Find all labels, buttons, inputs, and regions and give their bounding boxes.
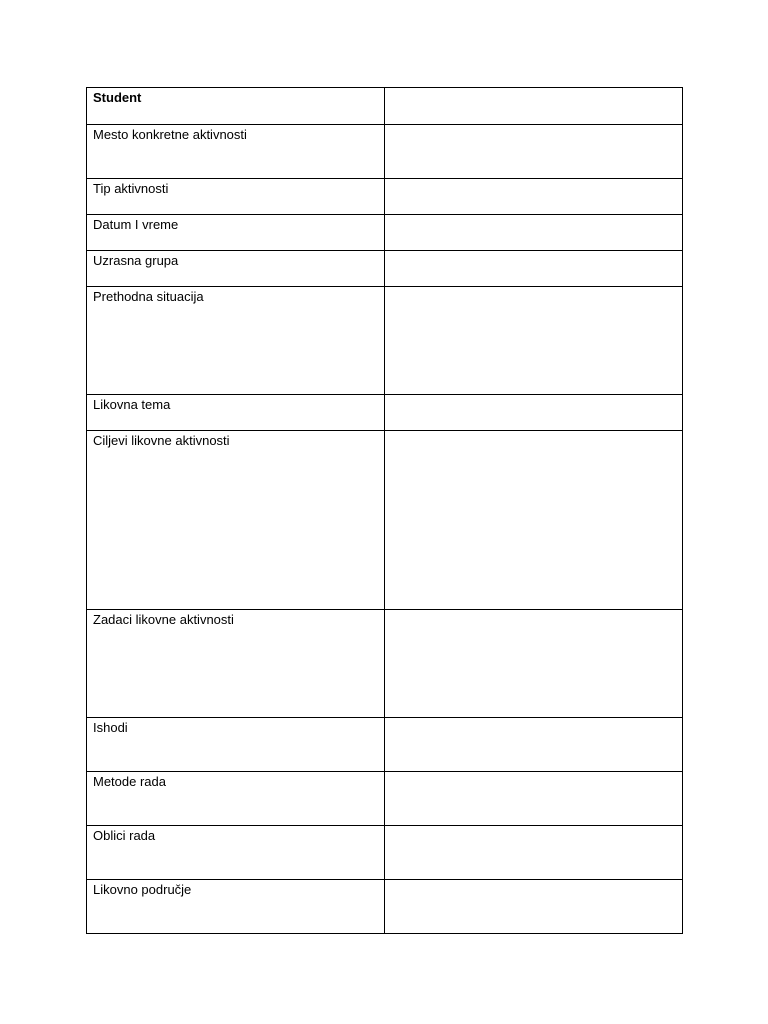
value-ciljevi-likovne-aktivnosti[interactable] bbox=[385, 431, 683, 610]
table-row-ciljevi bbox=[87, 431, 683, 610]
value-likovno-podrucje[interactable] bbox=[385, 880, 683, 934]
label-ishodi: Ishodi bbox=[87, 718, 385, 772]
table-row-podrucje bbox=[87, 880, 683, 934]
table-row-metode bbox=[87, 772, 683, 826]
activity-form-table bbox=[86, 87, 683, 934]
table-row-uzrasna bbox=[87, 251, 683, 287]
label-ciljevi-likovne-aktivnosti: Ciljevi likovne aktivnosti bbox=[87, 431, 385, 610]
value-zadaci-likovne-aktivnosti[interactable] bbox=[385, 610, 683, 718]
value-mesto-konkretne-aktivnosti[interactable] bbox=[385, 125, 683, 179]
value-student[interactable] bbox=[385, 88, 683, 125]
table-row-tip bbox=[87, 179, 683, 215]
value-datum-i-vreme[interactable] bbox=[385, 215, 683, 251]
label-prethodna-situacija: Prethodna situacija bbox=[87, 287, 385, 395]
table-row-oblici bbox=[87, 826, 683, 880]
value-prethodna-situacija[interactable] bbox=[385, 287, 683, 395]
value-metode-rada[interactable] bbox=[385, 772, 683, 826]
label-oblici-rada: Oblici rada bbox=[87, 826, 385, 880]
value-oblici-rada[interactable] bbox=[385, 826, 683, 880]
table-row-datum bbox=[87, 215, 683, 251]
value-likovna-tema[interactable] bbox=[385, 395, 683, 431]
table-row-mesto bbox=[87, 125, 683, 179]
table-row-student bbox=[87, 88, 683, 125]
label-tip-aktivnosti: Tip aktivnosti bbox=[87, 179, 385, 215]
value-uzrasna-grupa[interactable] bbox=[385, 251, 683, 287]
label-zadaci-likovne-aktivnosti: Zadaci likovne aktivnosti bbox=[87, 610, 385, 718]
label-likovna-tema: Likovna tema bbox=[87, 395, 385, 431]
label-mesto-konkretne-aktivnosti: Mesto konkretne aktivnosti bbox=[87, 125, 385, 179]
label-datum-i-vreme: Datum I vreme bbox=[87, 215, 385, 251]
label-likovno-podrucje: Likovno područje bbox=[87, 880, 385, 934]
value-tip-aktivnosti[interactable] bbox=[385, 179, 683, 215]
value-ishodi[interactable] bbox=[385, 718, 683, 772]
table-row-zadaci bbox=[87, 610, 683, 718]
label-student: Student bbox=[87, 88, 385, 125]
table-row-likovna-tema bbox=[87, 395, 683, 431]
label-metode-rada: Metode rada bbox=[87, 772, 385, 826]
table-row-prethodna bbox=[87, 287, 683, 395]
label-uzrasna-grupa: Uzrasna grupa bbox=[87, 251, 385, 287]
table-row-ishodi bbox=[87, 718, 683, 772]
